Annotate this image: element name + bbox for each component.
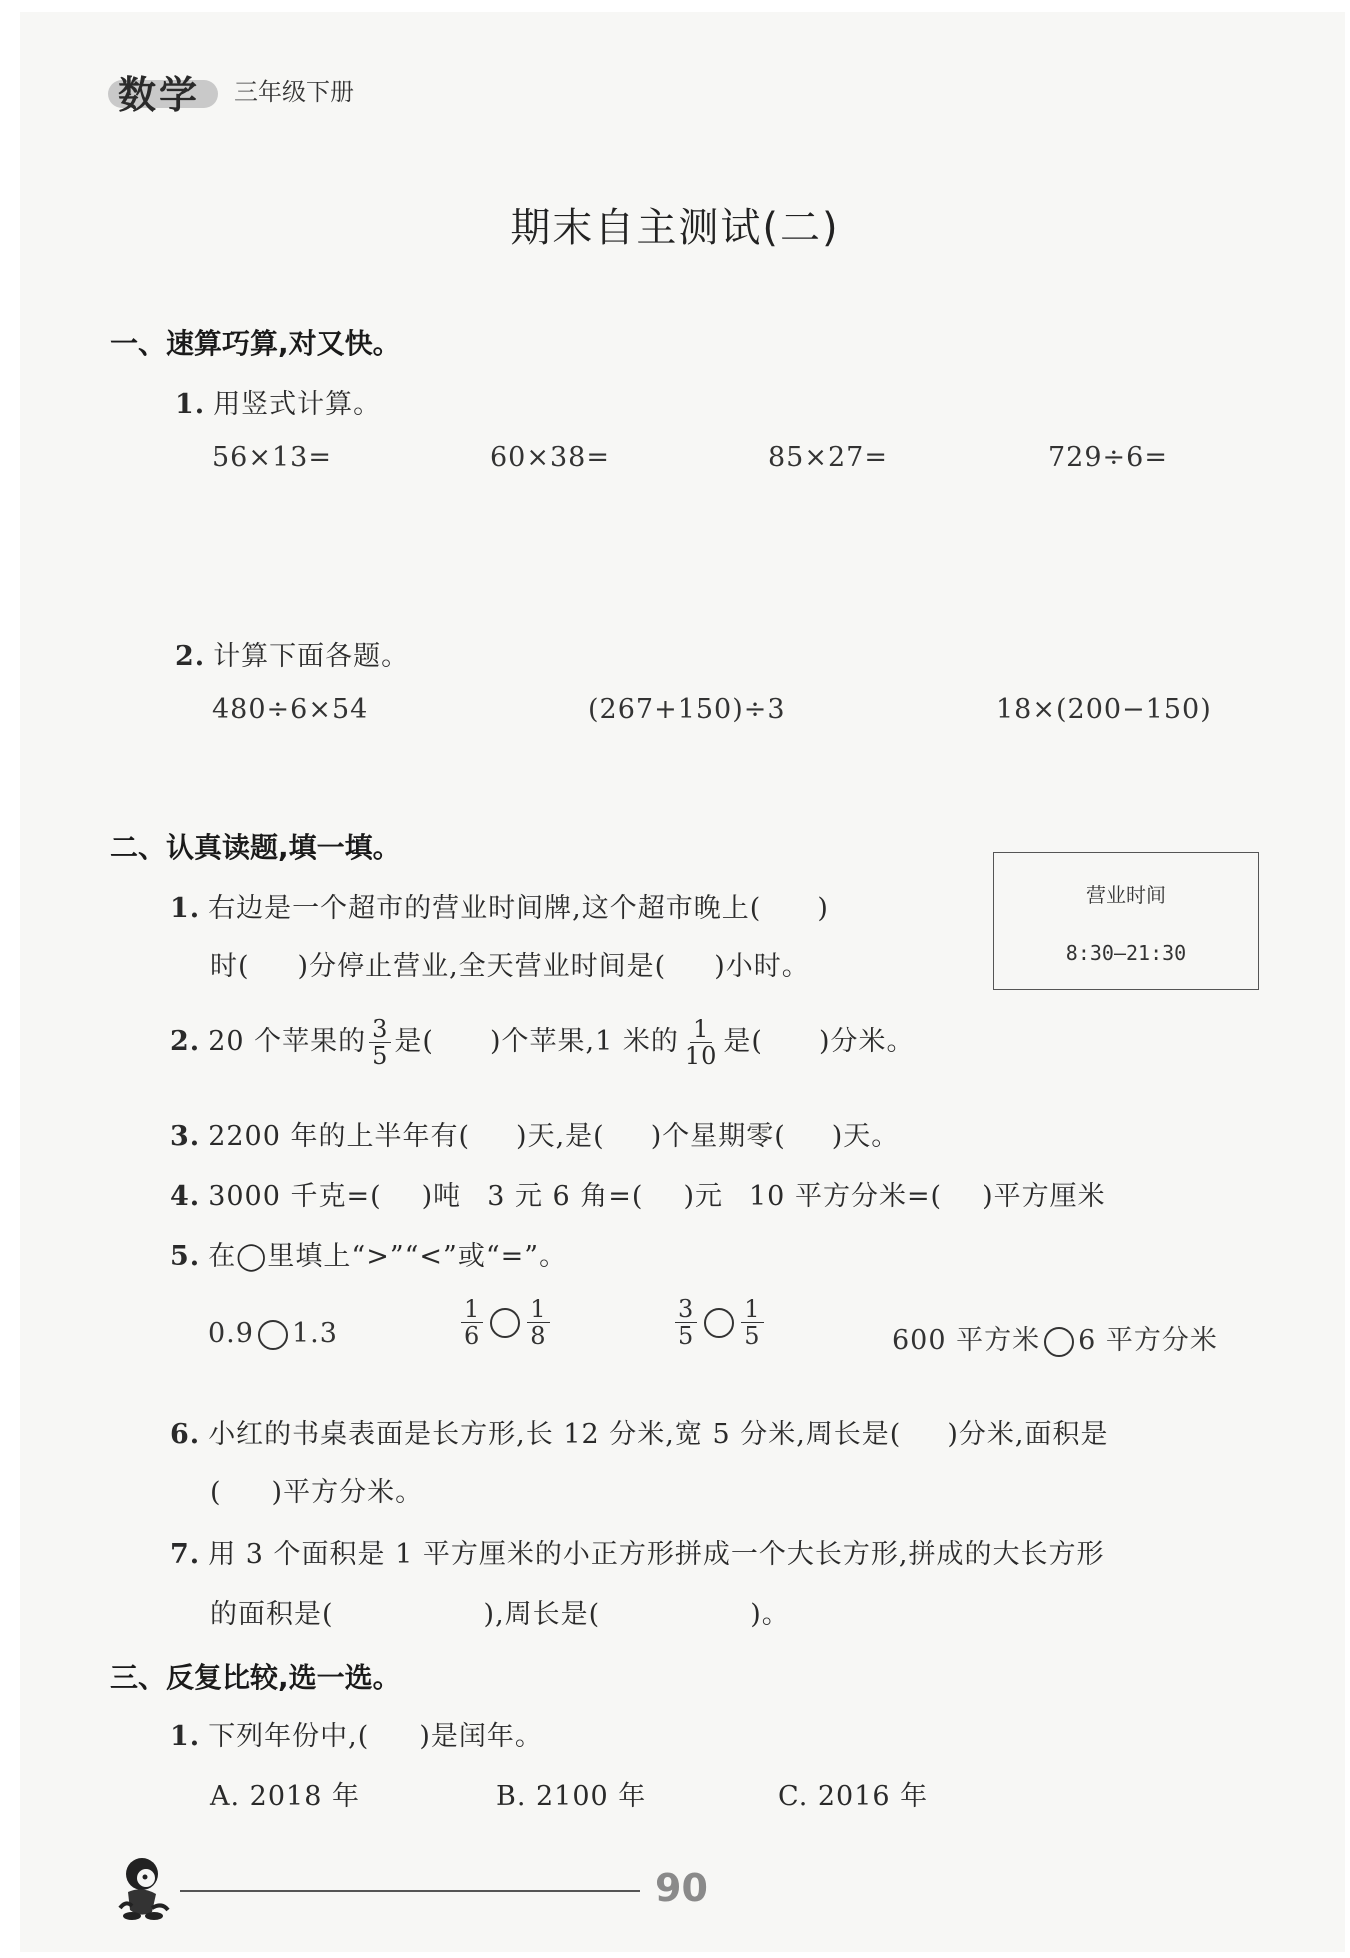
fraction-numerator: 1 xyxy=(527,1296,549,1323)
question-number: 1. xyxy=(170,893,201,924)
question-text: 的面积是( xyxy=(210,1599,334,1630)
compare-item-1 xyxy=(208,1318,338,1350)
question-text: )。 xyxy=(750,1599,790,1630)
s2-question-4 xyxy=(170,1174,1106,1213)
compare-value: 600 平方米 xyxy=(892,1325,1041,1356)
question-text: 用竖式计算。 xyxy=(213,389,382,420)
compare-circle[interactable] xyxy=(704,1308,734,1338)
header-grade: 三年级下册 xyxy=(234,78,354,106)
fraction xyxy=(741,1296,763,1349)
fraction-numerator: 1 xyxy=(741,1296,763,1323)
s2-question-1 xyxy=(170,886,829,925)
compare-circle[interactable] xyxy=(258,1320,288,1350)
expression: (267+150)÷3 xyxy=(588,694,786,725)
s2-question-1-line-2 xyxy=(210,944,810,983)
sign-hours: 8:30—21:30 xyxy=(1065,941,1187,965)
question-text: 下列年份中,( xyxy=(208,1721,370,1752)
s2-question-3 xyxy=(170,1114,899,1153)
question-number: 1. xyxy=(170,1721,201,1752)
s2-question-7 xyxy=(170,1532,1104,1571)
question-number: 6. xyxy=(170,1419,201,1450)
question-text: 10 平方分米=( xyxy=(749,1181,943,1212)
footer-rule xyxy=(180,1890,640,1892)
section-2-heading: 二、认真读题,填一填。 xyxy=(110,831,401,864)
question-text: )个星期零( xyxy=(650,1121,786,1152)
fraction xyxy=(675,1296,697,1349)
question-text: 3000 千克=( xyxy=(208,1181,382,1212)
mascot-icon xyxy=(112,1852,178,1926)
question-text: )平方分米。 xyxy=(271,1477,424,1508)
question-text: 3 元 6 角=( xyxy=(487,1181,644,1212)
question-number: 4. xyxy=(170,1181,201,1212)
expression: 85×27= xyxy=(768,442,888,473)
section-3-heading: 三、反复比较,选一选。 xyxy=(110,1661,401,1694)
question-text: 用 3 个面积是 1 平方厘米的小正方形拼成一个大长方形,拼成的大长方形 xyxy=(208,1539,1105,1570)
question-text: )分停止营业,全天营业时间是( xyxy=(297,951,667,982)
option-b[interactable]: B. 2100 年 xyxy=(496,1781,647,1812)
fraction xyxy=(682,1016,721,1069)
s2-question-6-line-2 xyxy=(210,1470,423,1509)
fraction xyxy=(461,1296,483,1349)
compare-value: 6 平方分米 xyxy=(1078,1325,1218,1356)
fraction-denominator: 5 xyxy=(372,1042,389,1070)
fraction-denominator: 6 xyxy=(464,1322,481,1350)
expression: 60×38= xyxy=(490,442,610,473)
question-text: )天。 xyxy=(831,1121,900,1152)
s3-question-1 xyxy=(170,1714,543,1753)
question-text: )小时。 xyxy=(714,951,810,982)
s2-question-2 xyxy=(170,1016,915,1069)
question-text: )个苹果,1 米的 xyxy=(489,1026,679,1057)
compare-item-2 xyxy=(458,1296,553,1349)
option-c[interactable]: C. 2016 年 xyxy=(778,1781,929,1812)
question-text: 2200 年的上半年有( xyxy=(208,1121,471,1152)
question-text: 时( xyxy=(210,951,250,982)
fraction-denominator: 5 xyxy=(744,1322,761,1350)
question-number: 2. xyxy=(175,641,206,672)
question-number: 2. xyxy=(170,1026,201,1057)
s1-question-1 xyxy=(175,382,381,421)
question-text: )平方厘米 xyxy=(982,1181,1106,1212)
section-1-heading: 一、速算巧算,对又快。 xyxy=(110,327,401,360)
question-text: )元 xyxy=(683,1181,723,1212)
question-text: 小红的书桌表面是长方形,长 12 分米,宽 5 分米,周长是( xyxy=(208,1419,902,1450)
fraction-denominator: 5 xyxy=(678,1322,695,1350)
question-text: 在◯里填上“>”“<”或“=”。 xyxy=(208,1241,568,1272)
page-title: 期末自主测试(二) xyxy=(510,205,840,251)
s1-question-2 xyxy=(175,634,409,673)
compare-value: 1.3 xyxy=(291,1318,338,1349)
s2-question-5 xyxy=(170,1234,567,1273)
compare-item-4 xyxy=(892,1318,1218,1357)
fraction-numerator: 3 xyxy=(369,1016,391,1043)
question-text: ),周长是( xyxy=(483,1599,601,1630)
compare-item-3 xyxy=(672,1296,767,1349)
s2-question-6 xyxy=(170,1412,1108,1451)
compare-circle[interactable] xyxy=(490,1308,520,1338)
compare-circle[interactable] xyxy=(1044,1327,1074,1357)
question-text: )分米,面积是 xyxy=(947,1419,1109,1450)
fraction-denominator: 10 xyxy=(684,1042,718,1070)
sign-title: 营业时间 xyxy=(1086,883,1166,907)
page-number: 90 xyxy=(655,1866,708,1910)
s2-question-7-line-2 xyxy=(210,1592,790,1631)
question-text: 是( xyxy=(394,1026,434,1057)
expression: 18×(200−150) xyxy=(996,694,1212,725)
question-text: 是( xyxy=(723,1026,763,1057)
option-a[interactable]: A. 2018 年 xyxy=(210,1781,360,1812)
business-hours-sign xyxy=(993,852,1259,990)
question-number: 5. xyxy=(170,1241,201,1272)
fraction xyxy=(369,1016,391,1069)
fraction-numerator: 3 xyxy=(675,1296,697,1323)
expression: 729÷6= xyxy=(1048,442,1168,473)
question-text: ( xyxy=(210,1477,222,1508)
expression: 480÷6×54 xyxy=(212,694,369,725)
fraction-numerator: 1 xyxy=(690,1016,712,1043)
question-text: )吨 xyxy=(421,1181,462,1212)
question-text: )分米。 xyxy=(818,1026,915,1057)
fraction-numerator: 1 xyxy=(461,1296,483,1323)
question-text: 右边是一个超市的营业时间牌,这个超市晚上( xyxy=(208,893,762,924)
header-subject: 数学 xyxy=(118,73,201,117)
fraction-denominator: 8 xyxy=(530,1322,547,1350)
question-text: 计算下面各题。 xyxy=(213,641,410,672)
question-text: ) xyxy=(817,893,829,924)
question-text: 20 个苹果的 xyxy=(208,1026,367,1057)
question-text: )天,是( xyxy=(516,1121,605,1152)
question-number: 3. xyxy=(170,1121,201,1152)
expression: 56×13= xyxy=(212,442,332,473)
compare-value: 0.9 xyxy=(208,1318,254,1349)
question-number: 1. xyxy=(175,389,206,420)
question-text: )是闰年。 xyxy=(419,1721,543,1752)
fraction xyxy=(527,1296,549,1349)
question-number: 7. xyxy=(170,1539,201,1570)
